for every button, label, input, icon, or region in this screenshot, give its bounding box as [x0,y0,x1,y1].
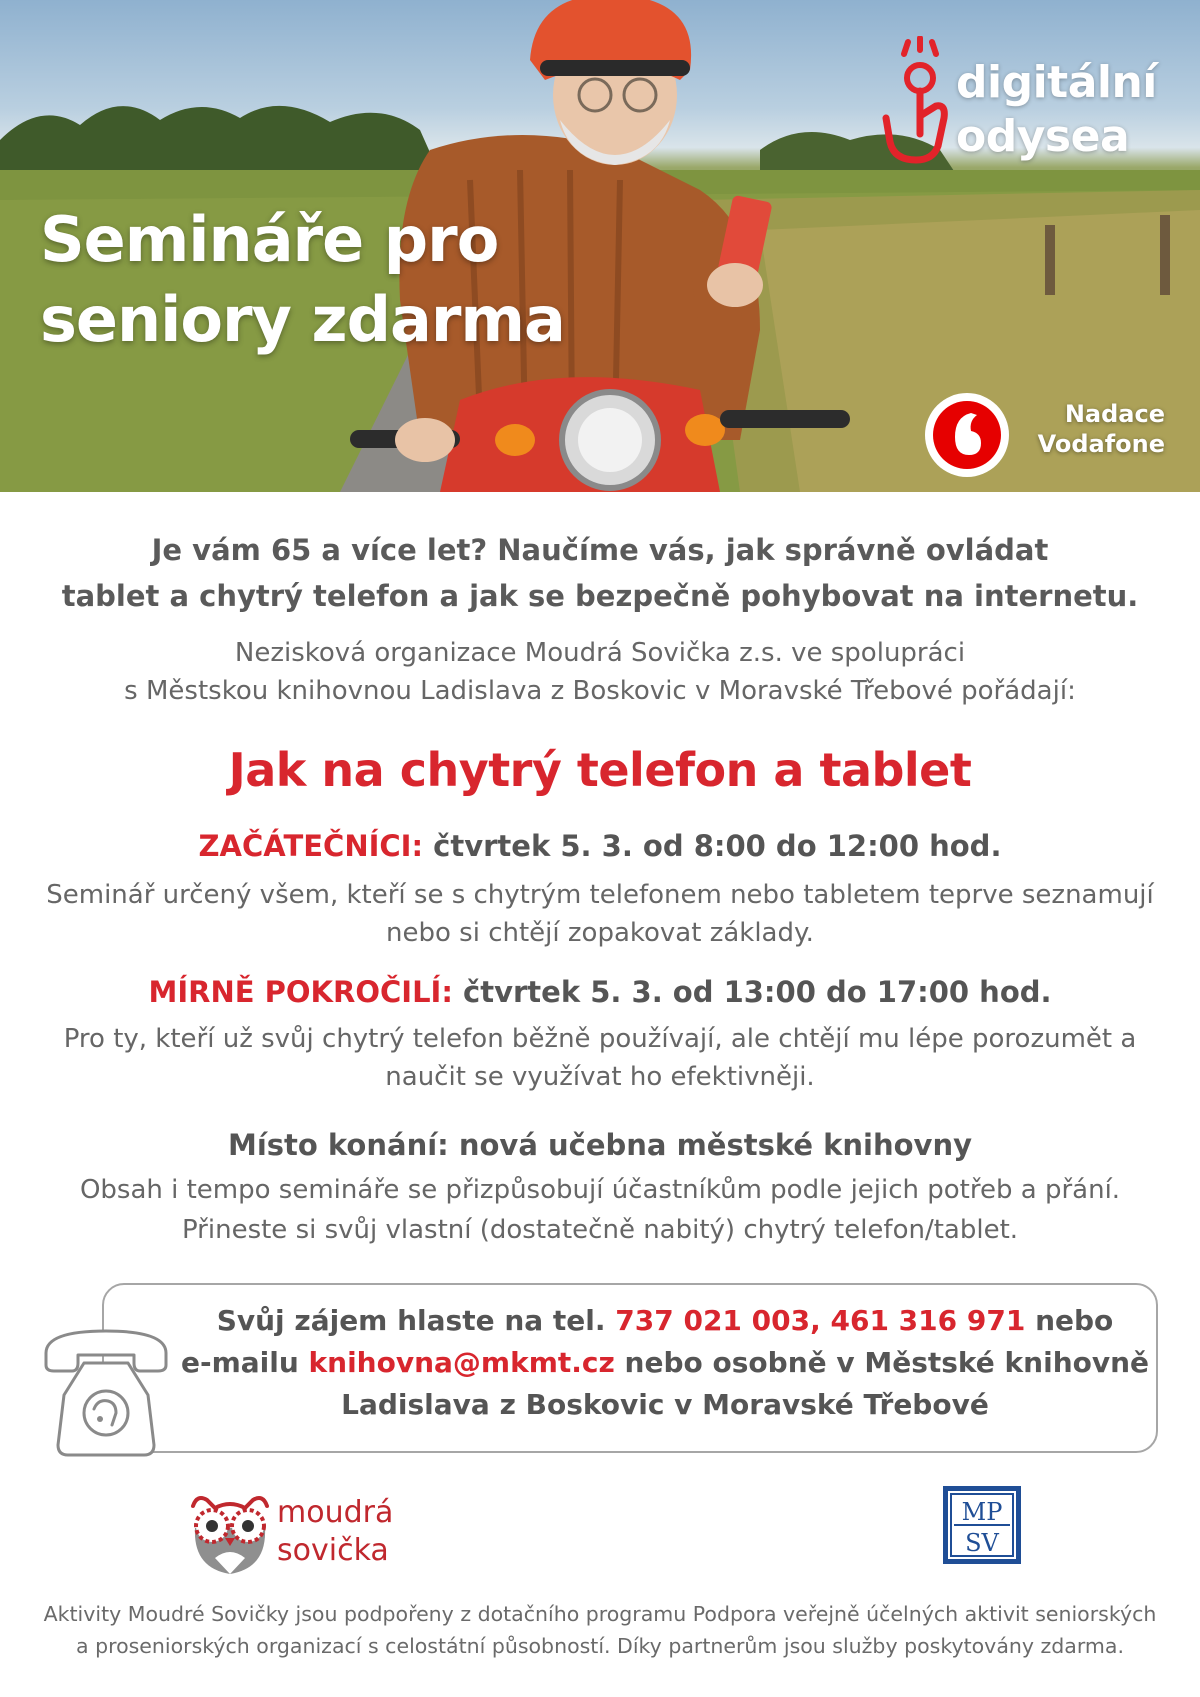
odysea-word: odysea [956,111,1130,162]
hero-title-line1: Semináře pro [40,203,499,276]
venue-title: Místo konání: nová učebna městské knihovny [227,1128,973,1162]
contact-mid: nebo [1025,1304,1114,1337]
session-level: MÍRNĚ POKROČILÍ: [148,975,464,1009]
footer-note [0,1598,1200,1662]
contact-text [102,1300,1158,1426]
intro-text [0,527,1200,619]
vodafone-speechmark-icon [925,393,1009,477]
contact-line2 [172,1342,1158,1384]
hero-title-line2: seniory zdarma [40,283,565,356]
hero-title [40,200,565,360]
desc-line1: Seminář určený všem, kteří se s chytrým telefonem nebo tabletem teprve seznamují [46,880,1154,910]
session-beginners [0,826,1200,866]
desc-line2: nebo si chtějí zopakovat základy. [386,918,814,948]
session-advanced-desc [0,1020,1200,1096]
desc-line1: Pro ty, kteří už svůj chytrý telefon běžně používají, ale chtějí mu lépe porozumět a [63,1024,1137,1054]
session-level: ZAČÁTEČNÍCI: [198,829,434,863]
venue-line1: Obsah i tempo semináře se přizpůsobují účastníkům podle jejich potřeb a přání. [79,1175,1121,1205]
hero-banner [0,0,1200,492]
intro-line1: Je vám 65 a více let? Naučíme vás, jak správně ovládat [151,533,1049,567]
session-time: čtvrtek 5. 3. od 8:00 do 12:00 hod. [433,829,1002,863]
moudra-sovicka-logo [185,1488,425,1578]
seminar-headline: Jak na chytrý telefon a tablet [228,743,972,797]
venue-line2: Přineste si svůj vlastní (dostatečně nabitý) chytrý telefon/tablet. [181,1215,1019,1245]
mpsv-logo [942,1485,1022,1565]
organizer-text [0,634,1200,710]
nadace-vodafone-logo [925,385,1175,475]
hand-pointer-icon [878,36,958,166]
session-advanced [0,972,1200,1012]
phone-numbers[interactable]: 737 021 003, 461 316 971 [615,1304,1026,1337]
intro-line2: tablet a chytrý telefon a jak se bezpečně pohybovat na internetu. [61,579,1139,613]
footer-line1: Aktivity Moudré Sovičky jsou podpořeny z dotačního programu Podpora veřejně účelných aktivit seniorských [43,1602,1157,1626]
digitalni-odysea-logo [878,36,1168,176]
owl-word2: sovička [277,1533,389,1568]
session-time: čtvrtek 5. 3. od 13:00 do 17:00 hod. [463,975,1052,1009]
vodafone-line1: Nadace [1064,400,1165,428]
vodafone-text [1025,399,1165,459]
vodafone-line2: Vodafone [1037,430,1165,458]
email-link[interactable]: knihovna@mkmt.cz [308,1346,615,1379]
mpsv-bottom: SV [965,1529,999,1557]
organizer-line2: s Městskou knihovnou Ladislava z Boskovic v Moravské Třebové pořádají: [124,676,1076,706]
contact-line3: Ladislava z Boskovic v Moravské Třebové [341,1388,989,1421]
venue-description [0,1170,1200,1250]
digitalni-word: digitální [956,57,1157,108]
owl-word1: moudrá [277,1495,394,1530]
footer-line2: a proseniorských organizací s celostátní působností. Díky partnerům jsou služby poskytovány zdarma. [76,1634,1124,1658]
contact-prefix: Svůj zájem hlaste na tel. [216,1304,616,1337]
desc-line2: naučit se využívat ho efektivněji. [385,1062,815,1092]
owl-icon [185,1488,275,1578]
email-suffix: nebo osobně v Městské knihovně [614,1346,1150,1379]
contact-line1 [172,1300,1158,1342]
mpsv-top: MP [961,1498,1003,1526]
session-beginners-desc [0,876,1200,952]
email-prefix: e-mailu [180,1346,309,1379]
organizer-line1: Nezisková organizace Moudrá Sovička z.s. ve spolupráci [234,638,966,668]
